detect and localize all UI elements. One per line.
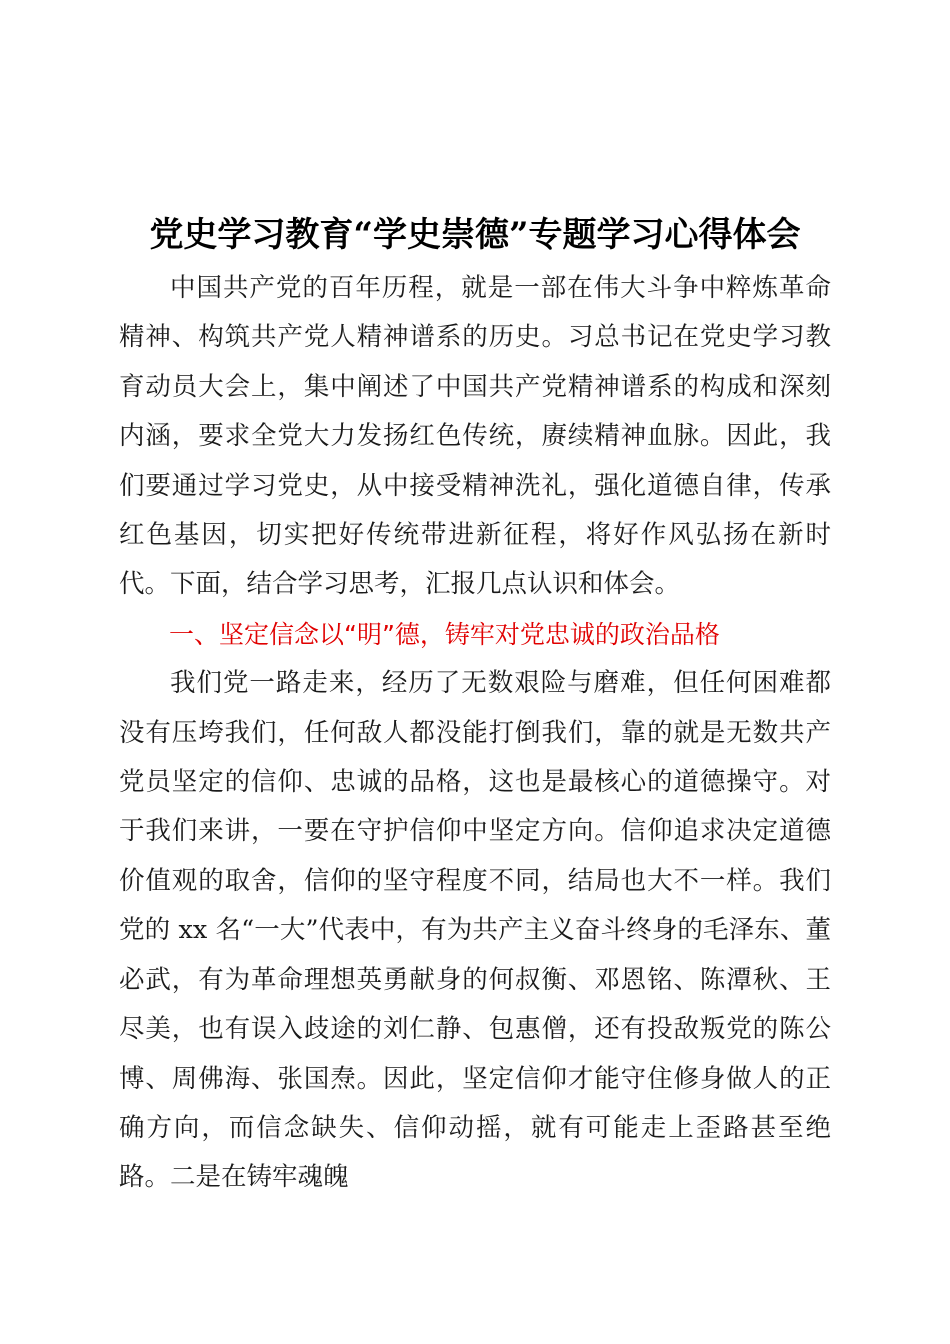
document-body xyxy=(119,264,831,1203)
section-1-heading: 一、坚定信念以“明”德，铸牢对党忠诚的政治品格 xyxy=(169,619,720,649)
intro-paragraph: 中国共产党的百年历程，就是一部在伟大斗争中粹炼革命精神、构筑共产党人精神谱系的历史。习总书记在党史学习教育动员大会上，集中阐述了中国共产党精神谱系的构成和深刻内涵，要求全党大力发扬红色传统，赓续精神血脉。因此，我们要通过学习党史，从中接受精神洗礼，强化道德自律，传承红色基因，切实把好传统带进新征程，将好作风弘扬在新时代。下面，结合学习思考，汇报几点认识和体会。 xyxy=(119,273,831,600)
document-title: 党史学习教育“学史崇德”专题学习心得体会 xyxy=(149,214,801,255)
section-1-paragraph: 我们党一路走来，经历了无数艰险与磨难，但任何困难都没有压垮我们，任何敌人都没能打倒我们，靠的就是无数共产党员坚定的信仰、忠诚的品格，这也是最核心的道德操守。对于我们来讲，一要在守护信仰中坚定方向。信仰追求决定道德价值观的取舍，信仰的坚守程度不同，结局也大不一样。我们党的 xx 名“一大”代表中，有为共产主义奋斗终身的毛泽东、董必武，有为革命理想英勇献身的何叔衡、邓恩铭、陈潭秋、王尽美，也有误入歧途的刘仁静、包惠僧，还有投敌叛党的陈公博、周佛海、张国焘。因此，坚定信仰才能守住修身做人的正确方向，而信念缺失、信仰动摇，就有可能走上歪路甚至绝路。二是在铸牢魂魄 xyxy=(119,668,831,1193)
